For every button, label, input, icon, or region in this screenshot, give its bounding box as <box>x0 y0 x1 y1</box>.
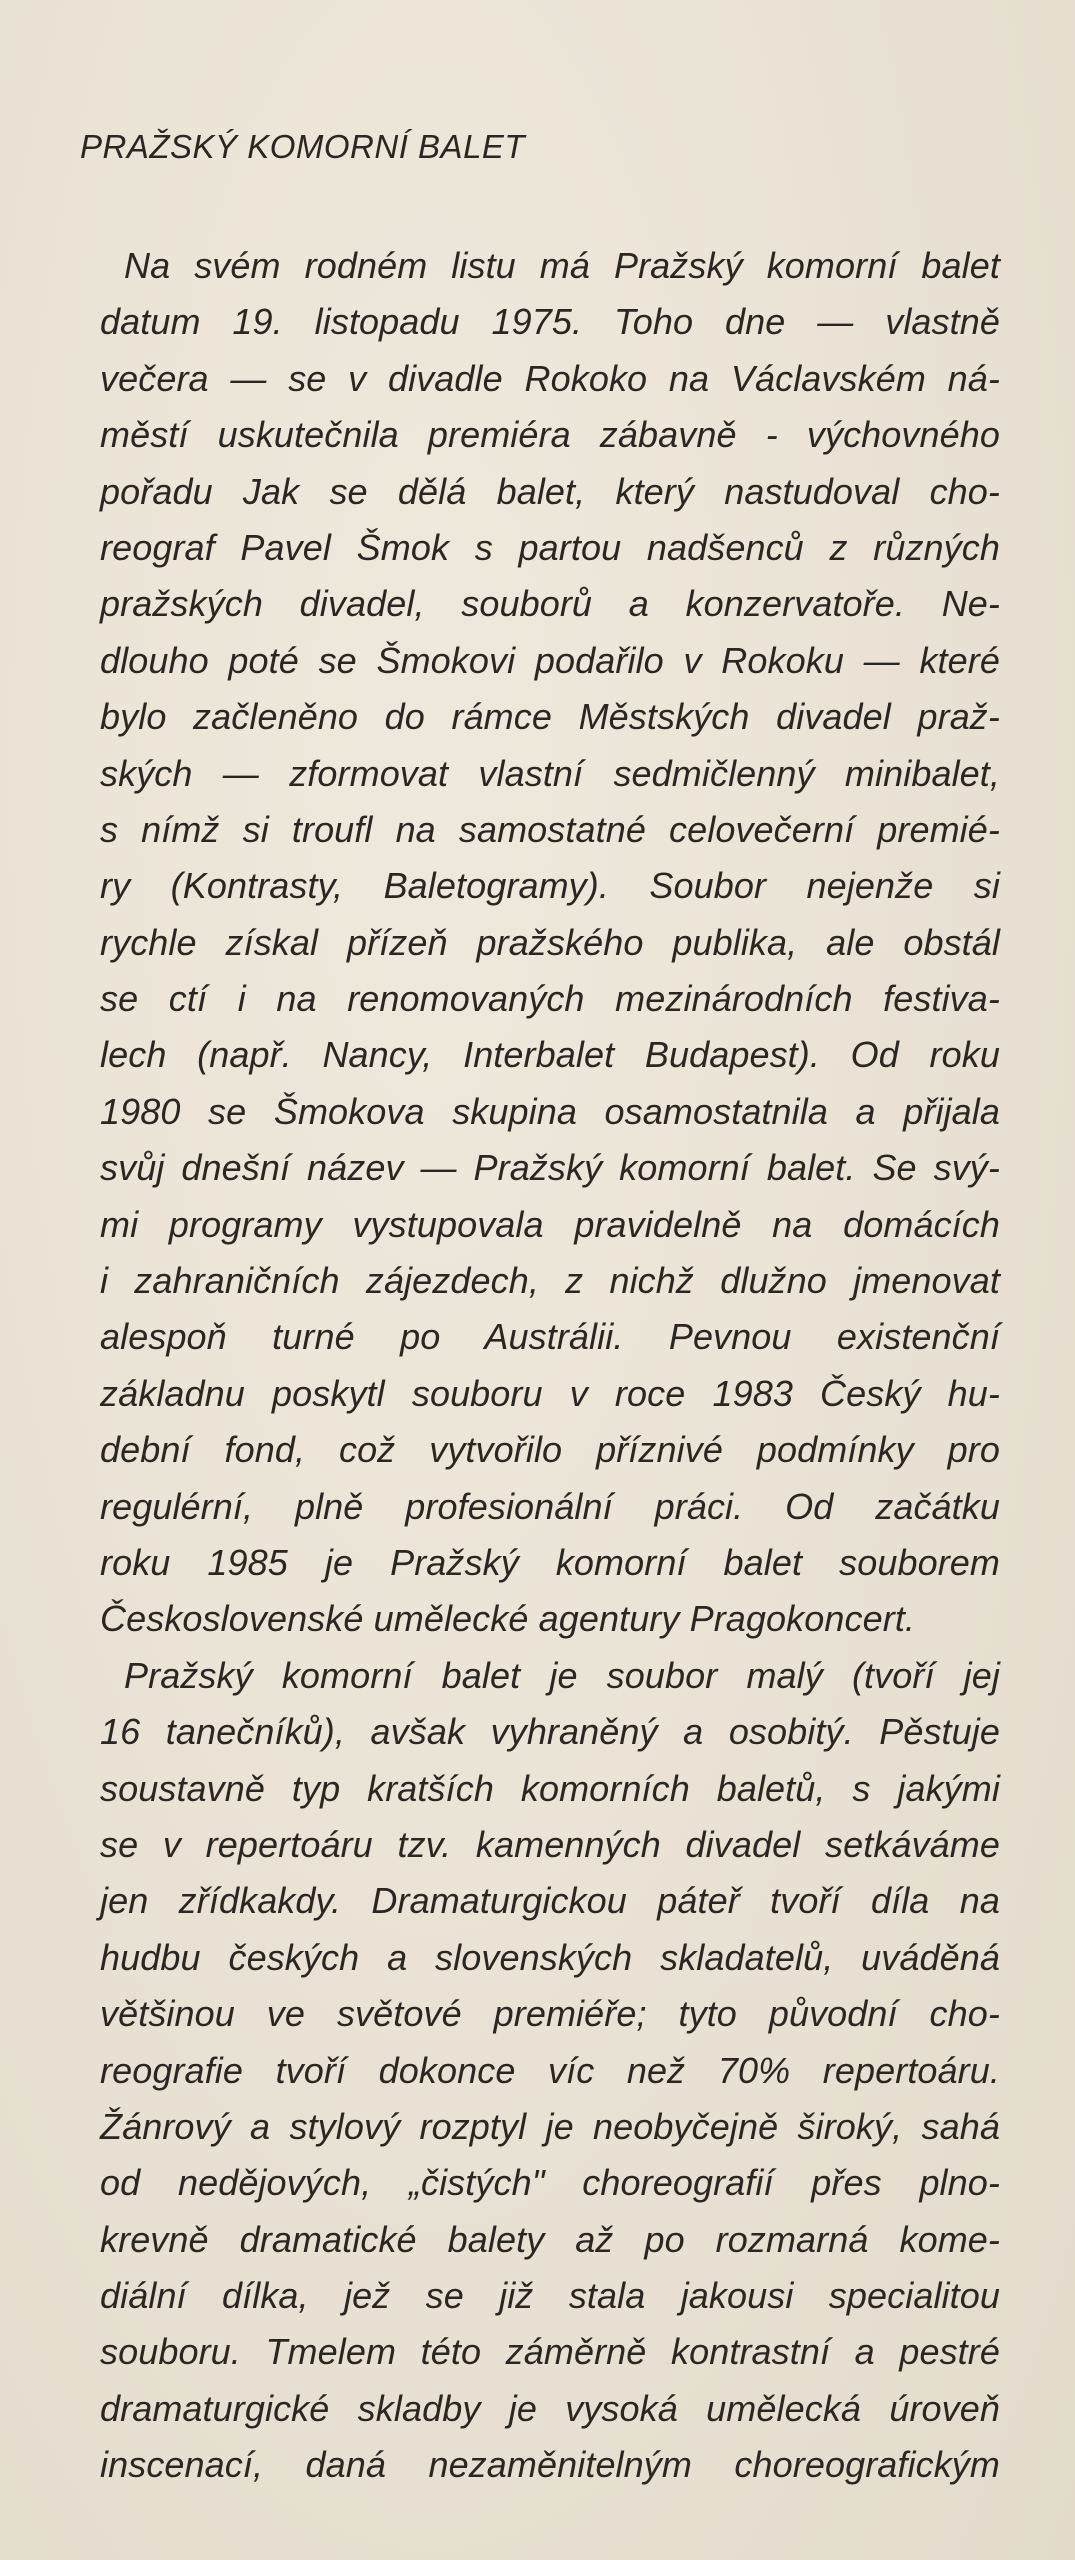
text-line: rychle získal přízeň pražského publika, ale obstál <box>100 921 1000 963</box>
text-line: svůj dnešní název — Pražský komorní balet. Se svý- <box>100 1147 1000 1189</box>
text-line: městí uskutečnila premiéra zábavně - výchovného <box>100 414 1000 456</box>
text-line: Pražský komorní balet je soubor malý (tvoří jej <box>124 1654 1000 1696</box>
text-line: jen zřídkakdy. Dramaturgickou páteř tvoří díla na <box>100 1880 1000 1922</box>
text-line: základnu poskytl souboru v roce 1983 Český hu- <box>100 1372 1000 1414</box>
text-line: dební fond, což vytvořilo příznivé podmínky pro <box>100 1429 1000 1471</box>
text-line: i zahraničních zájezdech, z nichž dlužno jmenovat <box>100 1260 1000 1302</box>
text-line: pražských divadel, souborů a konzervatoře. Ne- <box>100 583 1000 625</box>
text-line: soustavně typ kratších komorních baletů, s jakými <box>100 1767 1000 1809</box>
text-line: roku 1985 je Pražský komorní balet souborem <box>100 1541 1000 1583</box>
text-line: se v repertoáru tzv. kamenných divadel setkáváme <box>100 1823 1000 1865</box>
text-line: ry (Kontrasty, Baletogramy). Soubor nejenže si <box>100 865 1000 907</box>
text-line: regulérní, plně profesionální práci. Od začátku <box>100 1485 1000 1527</box>
text-line: Československé umělecké agentury Pragokoncert. <box>100 1598 916 1640</box>
text-line: 16 tanečníků), avšak vyhraněný a osobitý. Pěstuje <box>100 1711 1000 1753</box>
document-title: PRAŽSKÝ KOMORNÍ BALET <box>80 128 526 165</box>
text-line: dramaturgické skladby je vysoká umělecká úroveň <box>100 2387 1000 2429</box>
text-line: Na svém rodném listu má Pražský komorní balet <box>124 245 1000 286</box>
text-line: datum 19. listopadu 1975. Toho dne — vlastně <box>100 301 1000 343</box>
text-line: hudbu českých a slovenských skladatelů, uváděná <box>100 1936 1000 1978</box>
text-line: pořadu Jak se dělá balet, který nastudoval cho- <box>100 470 1000 512</box>
text-line: mi programy vystupovala pravidelně na domácích <box>100 1203 1000 1245</box>
text-line: se ctí i na renomovaných mezinárodních festiva- <box>100 978 1000 1020</box>
text-line: ských — zformovat vlastní sedmičlenný minibalet, <box>100 752 1000 794</box>
text-line: večera — se v divadle Rokoko na Václavském ná- <box>100 357 1000 399</box>
text-line: s nímž si troufl na samostatné celovečerní premié- <box>100 808 1000 850</box>
text-line: reograf Pavel Šmok s partou nadšenců z různých <box>100 526 1000 568</box>
text-line: diální dílka, jež se již stala jakousi specialitou <box>100 2275 1000 2317</box>
text-line: alespoň turné po Austrálii. Pevnou existenční <box>100 1316 1000 1358</box>
text-line: reografie tvoří dokonce víc než 70% repertoáru. <box>100 2049 1000 2091</box>
body-text <box>100 238 1000 2494</box>
text-line: inscenací, daná nezaměnitelným choreografickým <box>100 2444 1000 2486</box>
text-line: většinou ve světové premiéře; tyto původní cho- <box>100 1993 1000 2035</box>
text-line: od nedějových, „čistých" choreografií přes plno- <box>100 2162 1000 2204</box>
text-line: 1980 se Šmokova skupina osamostatnila a přijala <box>100 1090 1000 1132</box>
text-line: Žánrový a stylový rozptyl je neobyčejně široký, sahá <box>100 2105 1000 2147</box>
text-line: bylo začleněno do rámce Městských divadel praž- <box>100 696 1000 738</box>
text-line: lech (např. Nancy, Interbalet Budapest). Od roku <box>100 1034 1000 1076</box>
text-line: dlouho poté se Šmokovi podařilo v Rokoku — které <box>100 639 1000 681</box>
text-line: krevně dramatické balety až po rozmarná kome- <box>100 2218 1000 2260</box>
text-line: souboru. Tmelem této záměrně kontrastní a pestré <box>100 2331 1000 2373</box>
